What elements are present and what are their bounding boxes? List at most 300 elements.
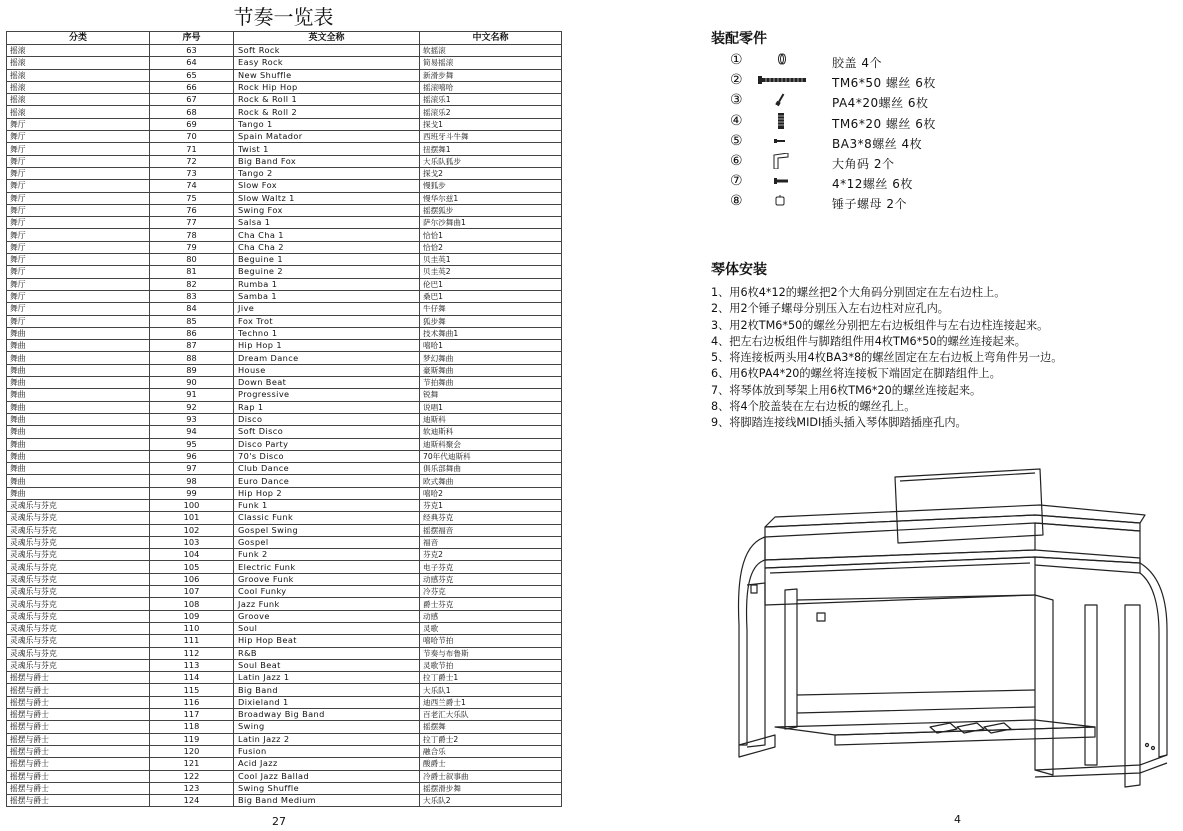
table-row [7, 672, 562, 684]
part-item [730, 52, 1150, 72]
part-item [730, 72, 1150, 92]
english-name-cell: Soft Rock [234, 45, 420, 57]
table-row [7, 659, 562, 671]
category-cell: 舞曲 [7, 352, 150, 364]
number-cell: 72 [150, 155, 234, 167]
english-name-cell: Swing Fox [234, 204, 420, 216]
table-row [7, 217, 562, 229]
english-name-cell: Club Dance [234, 463, 420, 475]
category-cell: 摇摆与爵士 [7, 758, 150, 770]
english-name-cell: New Shuffle [234, 69, 420, 81]
number-cell: 73 [150, 167, 234, 179]
number-cell: 83 [150, 290, 234, 302]
chinese-name-cell: 摇摆狐步 [420, 204, 562, 216]
category-cell: 灵魂乐与芬克 [7, 598, 150, 610]
table-row [7, 745, 562, 757]
part-number: ④ [730, 112, 743, 129]
category-cell: 舞厅 [7, 241, 150, 253]
chinese-name-cell: 扭摆舞1 [420, 143, 562, 155]
chinese-name-cell: 探戈1 [420, 118, 562, 130]
chinese-name-cell: 嘻哈2 [420, 487, 562, 499]
english-name-cell: Hip Hop Beat [234, 635, 420, 647]
english-name-cell: Slow Waltz 1 [234, 192, 420, 204]
english-name-cell: Latin Jazz 2 [234, 733, 420, 745]
english-name-cell: Tango 2 [234, 167, 420, 179]
number-cell: 68 [150, 106, 234, 118]
column-header: 英文全称 [234, 32, 420, 45]
chinese-name-cell: 冷芬克 [420, 586, 562, 598]
page-title: 节奏一览表 [233, 5, 334, 29]
column-header: 中文名称 [420, 32, 562, 45]
chinese-name-cell: 摇摆滑步舞 [420, 782, 562, 794]
number-cell: 120 [150, 745, 234, 757]
category-cell: 灵魂乐与芬克 [7, 561, 150, 573]
english-name-cell: Rumba 1 [234, 278, 420, 290]
english-name-cell: Twist 1 [234, 143, 420, 155]
chinese-name-cell: 欧式舞曲 [420, 475, 562, 487]
english-name-cell: Beguine 1 [234, 254, 420, 266]
category-cell: 舞曲 [7, 401, 150, 413]
english-name-cell: Cool Funky [234, 586, 420, 598]
install-step: 2、用2个锤子螺母分别压入左右边柱对应孔内。 [711, 302, 949, 316]
chinese-name-cell: 慢华尔兹1 [420, 192, 562, 204]
category-cell: 摇摆与爵士 [7, 684, 150, 696]
category-cell: 舞曲 [7, 413, 150, 425]
table-row [7, 254, 562, 266]
english-name-cell: Acid Jazz [234, 758, 420, 770]
table-row [7, 118, 562, 130]
hammer-nut-icon [758, 193, 808, 209]
chinese-name-cell: 摇滚嘻哈 [420, 81, 562, 93]
category-cell: 灵魂乐与芬克 [7, 573, 150, 585]
table-row [7, 303, 562, 315]
category-cell: 舞厅 [7, 254, 150, 266]
number-cell: 90 [150, 377, 234, 389]
table-row [7, 684, 562, 696]
category-cell: 舞厅 [7, 266, 150, 278]
chinese-name-cell: 说唱1 [420, 401, 562, 413]
english-name-cell: Soft Disco [234, 426, 420, 438]
chinese-name-cell: 大乐队2 [420, 795, 562, 807]
part-item [730, 173, 1150, 193]
category-cell: 舞厅 [7, 290, 150, 302]
chinese-name-cell: 摇摆舞 [420, 721, 562, 733]
table-row [7, 69, 562, 81]
table-row [7, 610, 562, 622]
english-name-cell: Euro Dance [234, 475, 420, 487]
english-name-cell: Disco Party [234, 438, 420, 450]
table-row [7, 475, 562, 487]
english-name-cell: Classic Funk [234, 512, 420, 524]
table-row [7, 389, 562, 401]
english-name-cell: Samba 1 [234, 290, 420, 302]
small-screw-icon [758, 133, 808, 149]
number-cell: 74 [150, 180, 234, 192]
table-row [7, 487, 562, 499]
category-cell: 灵魂乐与芬克 [7, 586, 150, 598]
english-name-cell: Big Band Medium [234, 795, 420, 807]
english-name-cell: Techno 1 [234, 327, 420, 339]
chinese-name-cell: 伦巴1 [420, 278, 562, 290]
rhythm-table [6, 31, 562, 807]
category-cell: 舞厅 [7, 167, 150, 179]
category-cell: 灵魂乐与芬克 [7, 647, 150, 659]
chinese-name-cell: 灵歌 [420, 622, 562, 634]
chinese-name-cell: 节奏与布鲁斯 [420, 647, 562, 659]
chinese-name-cell: 豪斯舞曲 [420, 364, 562, 376]
part-description: 锤子螺母 2个 [832, 197, 907, 212]
table-row [7, 315, 562, 327]
number-cell: 105 [150, 561, 234, 573]
table-row [7, 512, 562, 524]
category-cell: 灵魂乐与芬克 [7, 549, 150, 561]
page-number: 4 [954, 813, 961, 826]
table-row [7, 401, 562, 413]
number-cell: 106 [150, 573, 234, 585]
number-cell: 108 [150, 598, 234, 610]
category-cell: 舞曲 [7, 426, 150, 438]
category-cell: 舞厅 [7, 315, 150, 327]
table-row [7, 795, 562, 807]
table-row [7, 721, 562, 733]
english-name-cell: Disco [234, 413, 420, 425]
english-name-cell: Easy Rock [234, 57, 420, 69]
column-header: 序号 [150, 32, 234, 45]
number-cell: 114 [150, 672, 234, 684]
english-name-cell: Cha Cha 2 [234, 241, 420, 253]
table-row [7, 131, 562, 143]
wood-screw-icon [758, 92, 808, 108]
number-cell: 92 [150, 401, 234, 413]
table-row [7, 622, 562, 634]
chinese-name-cell: 技术舞曲1 [420, 327, 562, 339]
english-name-cell: Big Band Fox [234, 155, 420, 167]
number-cell: 65 [150, 69, 234, 81]
category-cell: 舞厅 [7, 303, 150, 315]
number-cell: 119 [150, 733, 234, 745]
number-cell: 88 [150, 352, 234, 364]
number-cell: 94 [150, 426, 234, 438]
table-header-row [7, 32, 562, 45]
table-row [7, 561, 562, 573]
english-name-cell: Hip Hop 2 [234, 487, 420, 499]
part-number: ③ [730, 92, 743, 109]
chinese-name-cell: 俱乐部舞曲 [420, 463, 562, 475]
table-row [7, 192, 562, 204]
part-description: TM6*20 螺丝 6枚 [832, 116, 936, 131]
chinese-name-cell: 动感 [420, 610, 562, 622]
category-cell: 灵魂乐与芬克 [7, 610, 150, 622]
number-cell: 69 [150, 118, 234, 130]
install-step: 3、用2枚TM6*50的螺丝分别把左右边板组件与左右边柱连接起来。 [711, 318, 1049, 332]
part-item [730, 92, 1150, 112]
category-cell: 灵魂乐与芬克 [7, 536, 150, 548]
chinese-name-cell: 迪斯科聚会 [420, 438, 562, 450]
table-row [7, 278, 562, 290]
chinese-name-cell: 融合乐 [420, 745, 562, 757]
english-name-cell: Fusion [234, 745, 420, 757]
table-row [7, 290, 562, 302]
english-name-cell: Broadway Big Band [234, 709, 420, 721]
install-step: 6、用6枚PA4*20的螺丝将连接板下端固定在脚踏组件上。 [711, 367, 1001, 381]
english-name-cell: Gospel [234, 536, 420, 548]
number-cell: 123 [150, 782, 234, 794]
chinese-name-cell: 百老汇大乐队 [420, 709, 562, 721]
table-row [7, 463, 562, 475]
category-cell: 摇滚 [7, 81, 150, 93]
table-row [7, 143, 562, 155]
english-name-cell: Electric Funk [234, 561, 420, 573]
number-cell: 111 [150, 635, 234, 647]
short-screw-icon [758, 173, 808, 189]
number-cell: 70 [150, 131, 234, 143]
bolt-icon [758, 113, 808, 129]
chinese-name-cell: 爵士芬克 [420, 598, 562, 610]
chinese-name-cell: 拉丁爵士1 [420, 672, 562, 684]
number-cell: 77 [150, 217, 234, 229]
chinese-name-cell: 芬克2 [420, 549, 562, 561]
number-cell: 112 [150, 647, 234, 659]
number-cell: 91 [150, 389, 234, 401]
table-row [7, 770, 562, 782]
english-name-cell: Tango 1 [234, 118, 420, 130]
english-name-cell: Funk 1 [234, 499, 420, 511]
piano-illustration [735, 465, 1175, 795]
table-row [7, 106, 562, 118]
table-row [7, 57, 562, 69]
table-row [7, 426, 562, 438]
category-cell: 摇摆与爵士 [7, 709, 150, 721]
number-cell: 117 [150, 709, 234, 721]
number-cell: 104 [150, 549, 234, 561]
chinese-name-cell: 贝圭英1 [420, 254, 562, 266]
table-row [7, 524, 562, 536]
category-cell: 舞厅 [7, 229, 150, 241]
chinese-name-cell: 软摇滚 [420, 45, 562, 57]
english-name-cell: Jazz Funk [234, 598, 420, 610]
number-cell: 118 [150, 721, 234, 733]
chinese-name-cell: 迪西兰爵士1 [420, 696, 562, 708]
chinese-name-cell: 新滑步舞 [420, 69, 562, 81]
table-row [7, 782, 562, 794]
chinese-name-cell: 简易摇滚 [420, 57, 562, 69]
chinese-name-cell: 动感芬克 [420, 573, 562, 585]
table-row [7, 536, 562, 548]
number-cell: 79 [150, 241, 234, 253]
category-cell: 舞厅 [7, 180, 150, 192]
part-item [730, 153, 1150, 173]
table-row [7, 709, 562, 721]
english-name-cell: Dream Dance [234, 352, 420, 364]
part-number: ② [730, 72, 743, 89]
english-name-cell: Swing [234, 721, 420, 733]
chinese-name-cell: 福音 [420, 536, 562, 548]
part-description: PA4*20螺丝 6枚 [832, 96, 929, 111]
chinese-name-cell: 70年代迪斯科 [420, 450, 562, 462]
english-name-cell: Latin Jazz 1 [234, 672, 420, 684]
number-cell: 78 [150, 229, 234, 241]
table-row [7, 167, 562, 179]
table-row [7, 229, 562, 241]
english-name-cell: Slow Fox [234, 180, 420, 192]
number-cell: 109 [150, 610, 234, 622]
english-name-cell: Groove Funk [234, 573, 420, 585]
number-cell: 97 [150, 463, 234, 475]
chinese-name-cell: 恰恰1 [420, 229, 562, 241]
english-name-cell: Rock Hip Hop [234, 81, 420, 93]
english-name-cell: R&B [234, 647, 420, 659]
install-step: 1、用6枚4*12的螺丝把2个大角码分别固定在左右边柱上。 [711, 286, 1006, 299]
number-cell: 102 [150, 524, 234, 536]
number-cell: 76 [150, 204, 234, 216]
category-cell: 摇摆与爵士 [7, 782, 150, 794]
category-cell: 舞厅 [7, 192, 150, 204]
english-name-cell: Progressive [234, 389, 420, 401]
category-cell: 摇滚 [7, 106, 150, 118]
corner-bracket-icon [758, 153, 808, 169]
install-step: 5、将连接板两头用4枚BA3*8的螺丝固定在左右边板上弯角件另一边。 [711, 351, 1063, 365]
english-name-cell: Funk 2 [234, 549, 420, 561]
table-row [7, 598, 562, 610]
table-row [7, 266, 562, 278]
table-row [7, 327, 562, 339]
number-cell: 100 [150, 499, 234, 511]
number-cell: 95 [150, 438, 234, 450]
chinese-name-cell: 芬克1 [420, 499, 562, 511]
english-name-cell: Cool Jazz Ballad [234, 770, 420, 782]
category-cell: 摇摆与爵士 [7, 770, 150, 782]
part-description: BA3*8螺丝 4枚 [832, 136, 923, 151]
part-number: ⑥ [730, 152, 743, 169]
category-cell: 灵魂乐与芬克 [7, 499, 150, 511]
part-item [730, 133, 1150, 153]
chinese-name-cell: 冷爵士叙事曲 [420, 770, 562, 782]
number-cell: 103 [150, 536, 234, 548]
table-row [7, 352, 562, 364]
english-name-cell: Cha Cha 1 [234, 229, 420, 241]
chinese-name-cell: 桑巴1 [420, 290, 562, 302]
number-cell: 80 [150, 254, 234, 266]
chinese-name-cell: 大乐队1 [420, 684, 562, 696]
category-cell: 灵魂乐与芬克 [7, 512, 150, 524]
chinese-name-cell: 贝圭英2 [420, 266, 562, 278]
category-cell: 摇摆与爵士 [7, 672, 150, 684]
number-cell: 64 [150, 57, 234, 69]
chinese-name-cell: 软迪斯科 [420, 426, 562, 438]
chinese-name-cell: 锐舞 [420, 389, 562, 401]
number-cell: 113 [150, 659, 234, 671]
page-number: 27 [272, 815, 286, 828]
category-cell: 舞曲 [7, 377, 150, 389]
cap-icon [758, 52, 808, 68]
install-step: 7、将琴体放到琴架上用6枚TM6*20的螺丝连接起来。 [711, 383, 982, 397]
column-header: 分类 [7, 32, 150, 45]
english-name-cell: Soul Beat [234, 659, 420, 671]
chinese-name-cell: 摇摆福音 [420, 524, 562, 536]
table-row [7, 438, 562, 450]
chinese-name-cell: 迪斯科 [420, 413, 562, 425]
category-cell: 摇滚 [7, 57, 150, 69]
category-cell: 舞厅 [7, 118, 150, 130]
english-name-cell: Salsa 1 [234, 217, 420, 229]
number-cell: 67 [150, 94, 234, 106]
english-name-cell: Jive [234, 303, 420, 315]
category-cell: 舞曲 [7, 463, 150, 475]
chinese-name-cell: 摇滚乐1 [420, 94, 562, 106]
table-row [7, 573, 562, 585]
english-name-cell: Big Band [234, 684, 420, 696]
number-cell: 86 [150, 327, 234, 339]
install-step: 8、将4个胶盖装在左右边板的螺丝孔上。 [711, 400, 916, 414]
table-row [7, 499, 562, 511]
category-cell: 舞厅 [7, 204, 150, 216]
table-row [7, 45, 562, 57]
english-name-cell: Soul [234, 622, 420, 634]
table-row [7, 204, 562, 216]
chinese-name-cell: 牛仔舞 [420, 303, 562, 315]
english-name-cell: House [234, 364, 420, 376]
number-cell: 82 [150, 278, 234, 290]
english-name-cell: Down Beat [234, 377, 420, 389]
english-name-cell: Gospel Swing [234, 524, 420, 536]
chinese-name-cell: 恰恰2 [420, 241, 562, 253]
category-cell: 舞厅 [7, 155, 150, 167]
category-cell: 舞曲 [7, 389, 150, 401]
category-cell: 舞曲 [7, 327, 150, 339]
english-name-cell: Beguine 2 [234, 266, 420, 278]
part-item [730, 113, 1150, 133]
category-cell: 摇摆与爵士 [7, 745, 150, 757]
part-number: ⑧ [730, 193, 743, 210]
english-name-cell: Swing Shuffle [234, 782, 420, 794]
number-cell: 116 [150, 696, 234, 708]
chinese-name-cell: 梦幻舞曲 [420, 352, 562, 364]
number-cell: 101 [150, 512, 234, 524]
chinese-name-cell: 经典芬克 [420, 512, 562, 524]
number-cell: 84 [150, 303, 234, 315]
part-item [730, 193, 1150, 213]
part-number: ⑦ [730, 173, 743, 190]
category-cell: 摇滚 [7, 94, 150, 106]
part-description: TM6*50 螺丝 6枚 [832, 76, 936, 91]
english-name-cell: Dixieland 1 [234, 696, 420, 708]
table-row [7, 94, 562, 106]
number-cell: 81 [150, 266, 234, 278]
chinese-name-cell: 电子芬克 [420, 561, 562, 573]
category-cell: 摇摆与爵士 [7, 696, 150, 708]
number-cell: 99 [150, 487, 234, 499]
english-name-cell: Rock & Roll 2 [234, 106, 420, 118]
category-cell: 摇滚 [7, 69, 150, 81]
category-cell: 舞厅 [7, 217, 150, 229]
table-row [7, 413, 562, 425]
category-cell: 灵魂乐与芬克 [7, 659, 150, 671]
number-cell: 122 [150, 770, 234, 782]
install-heading: 琴体安装 [711, 262, 767, 278]
number-cell: 115 [150, 684, 234, 696]
category-cell: 舞曲 [7, 475, 150, 487]
chinese-name-cell: 慢狐步 [420, 180, 562, 192]
part-number: ① [730, 52, 743, 68]
category-cell: 灵魂乐与芬克 [7, 622, 150, 634]
left-page [0, 0, 580, 831]
category-cell: 舞曲 [7, 487, 150, 499]
english-name-cell: Rock & Roll 1 [234, 94, 420, 106]
table-row [7, 364, 562, 376]
table-row [7, 635, 562, 647]
part-description: 4*12螺丝 6枚 [832, 177, 913, 192]
number-cell: 89 [150, 364, 234, 376]
